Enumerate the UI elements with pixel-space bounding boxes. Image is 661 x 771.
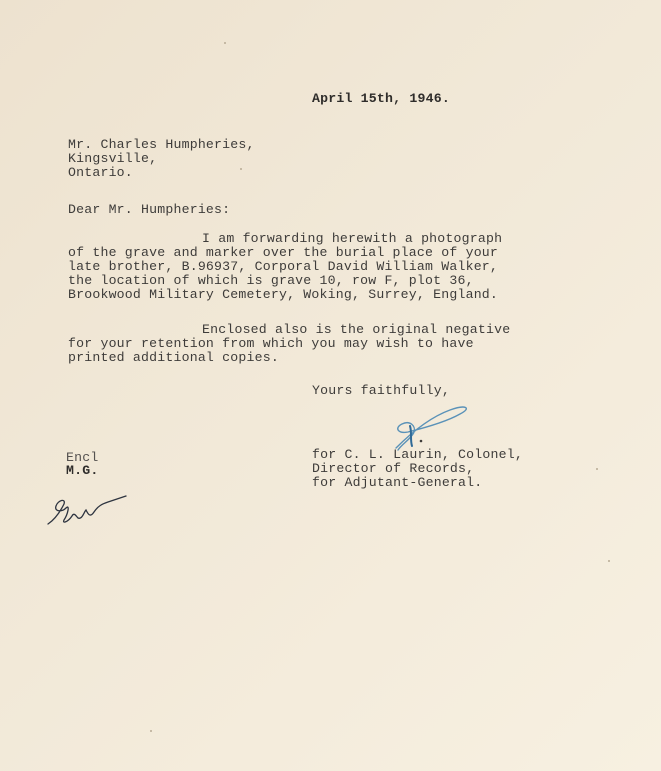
recipient-province: Ontario.: [68, 165, 133, 180]
enclosure-note: Encl: [66, 450, 99, 465]
paragraph2-line: Enclosed also is the original negative: [202, 322, 511, 337]
paper-speck: [596, 468, 598, 470]
recipient-name: Mr. Charles Humpheries,: [68, 137, 255, 152]
paragraph1-line: of the grave and marker over the burial place of your: [68, 245, 499, 260]
signature-icon: [388, 398, 478, 453]
paper-speck: [224, 42, 226, 44]
signature-line: Director of Records,: [312, 461, 475, 476]
paper-speck: [150, 730, 152, 732]
signature-line: for C. L. Laurin, Colonel,: [312, 447, 523, 462]
paragraph1-line: I am forwarding herewith a photograph: [202, 231, 503, 246]
salutation: Dear Mr. Humpheries:: [68, 202, 231, 217]
paragraph1-line: the location of which is grave 10, row F, plot 36,: [68, 273, 474, 288]
paper-speck: [608, 560, 610, 562]
paragraph2-line: printed additional copies.: [68, 350, 279, 365]
paragraph1-line: late brother, B.96937, Corporal David William Walker,: [68, 259, 499, 274]
recipient-city: Kingsville,: [68, 151, 158, 166]
signature-line: for Adjutant-General.: [312, 475, 483, 490]
paragraph2-line: for your retention from which you may wish to have: [68, 336, 474, 351]
closing: Yours faithfully,: [312, 383, 450, 398]
handwritten-initials-icon: [44, 490, 134, 530]
paper-speck: [240, 168, 242, 170]
paragraph1-line: Brookwood Military Cemetery, Woking, Surrey, England.: [68, 287, 499, 302]
letter-date: April 15th, 1946.: [312, 91, 450, 106]
typist-initials: M.G.: [66, 463, 99, 478]
